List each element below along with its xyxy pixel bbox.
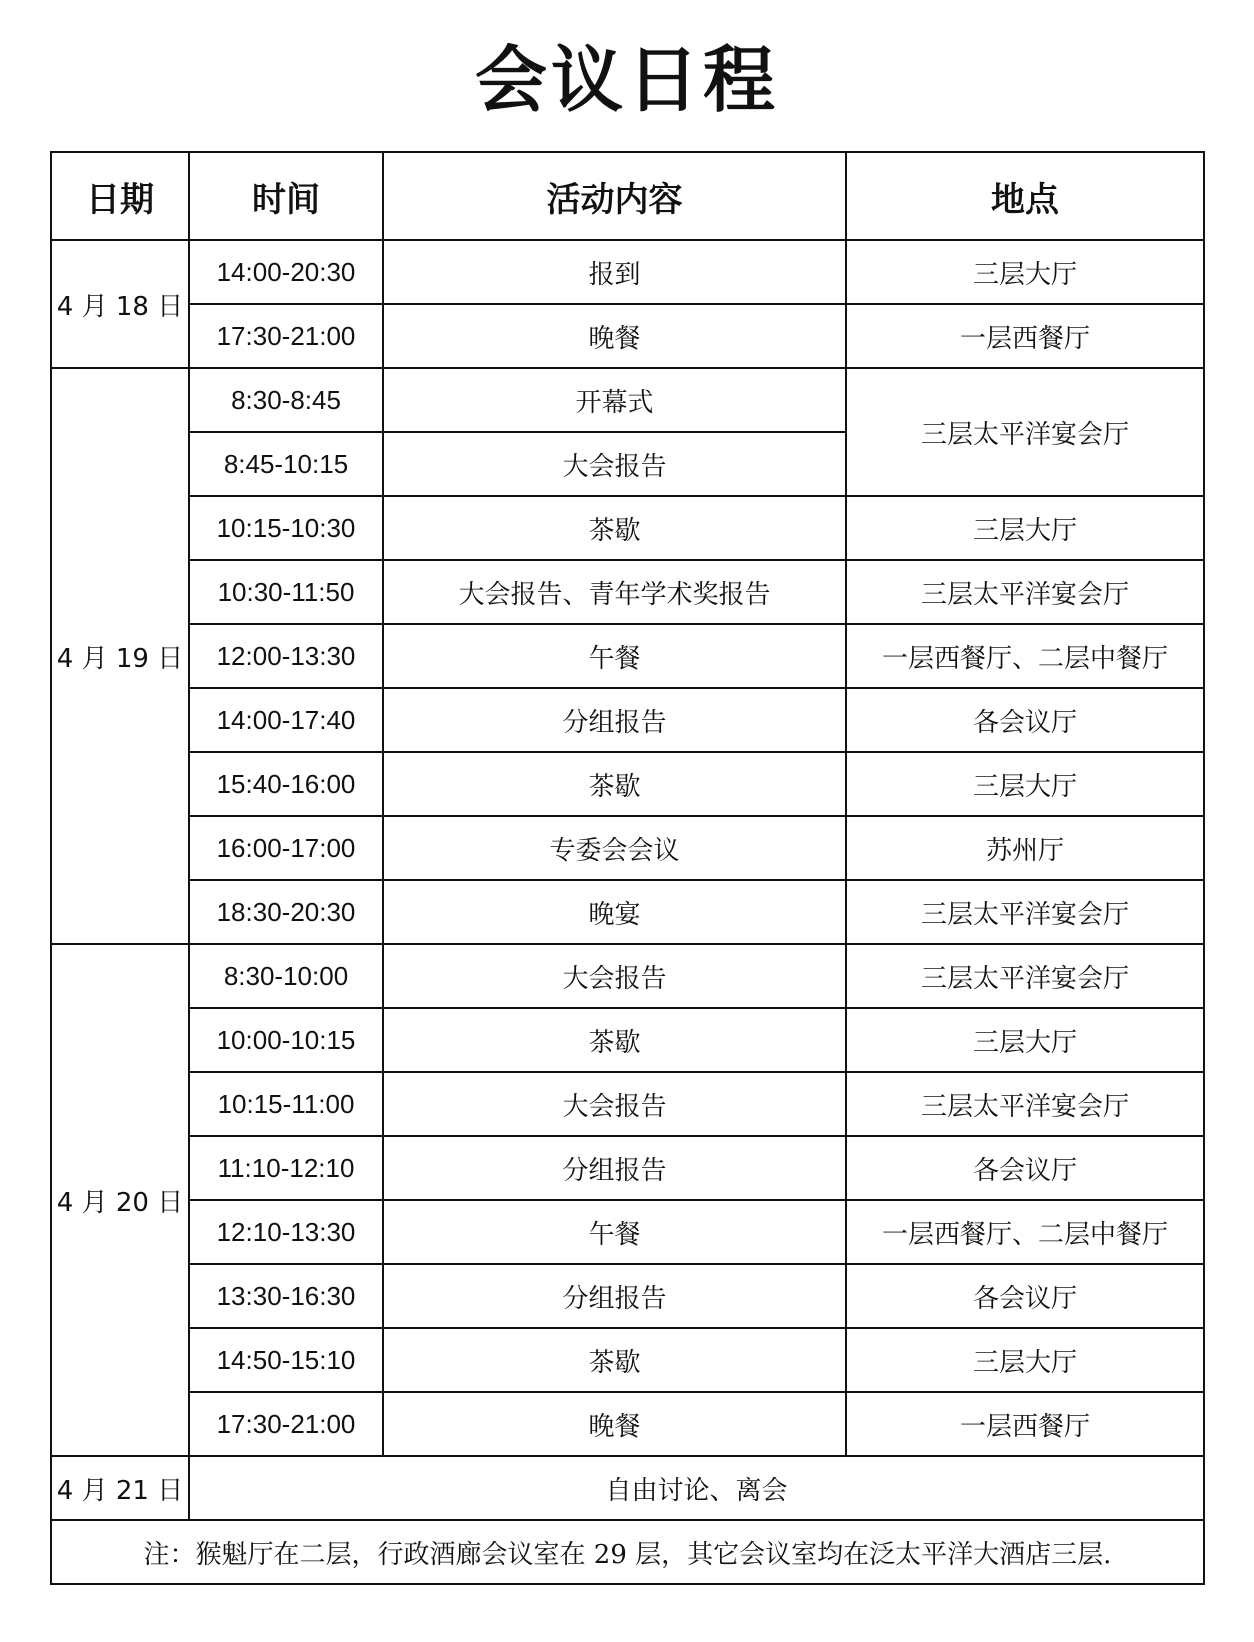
time-cell: 10:30-11:50	[189, 560, 383, 624]
activity-cell: 大会报告	[383, 1072, 846, 1136]
activity-cell: 大会报告	[383, 944, 846, 1008]
table-row	[51, 1136, 1204, 1200]
location-cell: 三层大厅	[846, 1008, 1204, 1072]
header-location: 地点	[846, 152, 1204, 240]
table-row	[51, 752, 1204, 816]
header-activity: 活动内容	[383, 152, 846, 240]
table-row	[51, 1008, 1204, 1072]
activity-cell: 专委会会议	[383, 816, 846, 880]
activity-cell: 分组报告	[383, 1264, 846, 1328]
location-cell: 三层大厅	[846, 1328, 1204, 1392]
time-cell: 14:50-15:10	[189, 1328, 383, 1392]
activity-cell: 自由讨论、离会	[189, 1456, 1204, 1520]
header-date: 日期	[51, 152, 189, 240]
location-cell: 各会议厅	[846, 1264, 1204, 1328]
time-cell: 10:00-10:15	[189, 1008, 383, 1072]
activity-cell: 茶歇	[383, 1328, 846, 1392]
activity-cell: 茶歇	[383, 1008, 846, 1072]
activity-cell: 晚餐	[383, 304, 846, 368]
schedule-table	[50, 151, 1205, 1585]
time-cell: 14:00-20:30	[189, 240, 383, 304]
time-cell: 11:10-12:10	[189, 1136, 383, 1200]
location-cell: 各会议厅	[846, 688, 1204, 752]
table-row	[51, 1456, 1204, 1520]
table-row	[51, 944, 1204, 1008]
date-cell: 4 月 19 日	[51, 368, 189, 944]
table-row	[51, 240, 1204, 304]
location-cell: 一层西餐厅	[846, 1392, 1204, 1456]
time-cell: 8:30-10:00	[189, 944, 383, 1008]
time-cell: 17:30-21:00	[189, 304, 383, 368]
table-row	[51, 368, 1204, 432]
time-cell: 17:30-21:00	[189, 1392, 383, 1456]
location-cell: 三层太平洋宴会厅	[846, 1072, 1204, 1136]
time-cell: 10:15-10:30	[189, 496, 383, 560]
activity-cell: 开幕式	[383, 368, 846, 432]
location-cell: 一层西餐厅、二层中餐厅	[846, 1200, 1204, 1264]
table-row	[51, 496, 1204, 560]
time-cell: 14:00-17:40	[189, 688, 383, 752]
table-row	[51, 880, 1204, 944]
activity-cell: 分组报告	[383, 1136, 846, 1200]
footnote: 注：猴魁厅在二层，行政酒廊会议室在 29 层，其它会议室均在泛太平洋大酒店三层.	[51, 1520, 1204, 1584]
location-cell: 三层太平洋宴会厅	[846, 880, 1204, 944]
activity-cell: 晚宴	[383, 880, 846, 944]
date-cell: 4 月 18 日	[51, 240, 189, 368]
time-cell: 12:00-13:30	[189, 624, 383, 688]
header-time: 时间	[189, 152, 383, 240]
location-cell: 三层太平洋宴会厅	[846, 944, 1204, 1008]
location-cell: 三层太平洋宴会厅	[846, 368, 1204, 496]
activity-cell: 大会报告	[383, 432, 846, 496]
location-cell: 三层大厅	[846, 240, 1204, 304]
table-row	[51, 816, 1204, 880]
time-cell: 15:40-16:00	[189, 752, 383, 816]
table-row	[51, 1392, 1204, 1456]
header-row	[51, 152, 1204, 240]
location-cell: 三层太平洋宴会厅	[846, 560, 1204, 624]
table-row	[51, 1264, 1204, 1328]
location-cell: 苏州厅	[846, 816, 1204, 880]
location-cell: 三层大厅	[846, 496, 1204, 560]
note-row	[51, 1520, 1204, 1584]
date-cell: 4 月 20 日	[51, 944, 189, 1456]
activity-cell: 大会报告、青年学术奖报告	[383, 560, 846, 624]
location-cell: 一层西餐厅、二层中餐厅	[846, 624, 1204, 688]
location-cell: 一层西餐厅	[846, 304, 1204, 368]
time-cell: 8:45-10:15	[189, 432, 383, 496]
time-cell: 13:30-16:30	[189, 1264, 383, 1328]
table-row	[51, 688, 1204, 752]
activity-cell: 报到	[383, 240, 846, 304]
date-cell: 4 月 21 日	[51, 1456, 189, 1520]
time-cell: 18:30-20:30	[189, 880, 383, 944]
activity-cell: 午餐	[383, 1200, 846, 1264]
page-title: 会议日程	[474, 38, 779, 122]
time-cell: 8:30-8:45	[189, 368, 383, 432]
location-cell: 各会议厅	[846, 1136, 1204, 1200]
activity-cell: 分组报告	[383, 688, 846, 752]
time-cell: 12:10-13:30	[189, 1200, 383, 1264]
table-row	[51, 1200, 1204, 1264]
table-row	[51, 1328, 1204, 1392]
location-cell: 三层大厅	[846, 752, 1204, 816]
table-row	[51, 560, 1204, 624]
table-row	[51, 624, 1204, 688]
activity-cell: 茶歇	[383, 752, 846, 816]
time-cell: 10:15-11:00	[189, 1072, 383, 1136]
table-row	[51, 304, 1204, 368]
time-cell: 16:00-17:00	[189, 816, 383, 880]
activity-cell: 午餐	[383, 624, 846, 688]
activity-cell: 晚餐	[383, 1392, 846, 1456]
activity-cell: 茶歇	[383, 496, 846, 560]
table-row	[51, 1072, 1204, 1136]
